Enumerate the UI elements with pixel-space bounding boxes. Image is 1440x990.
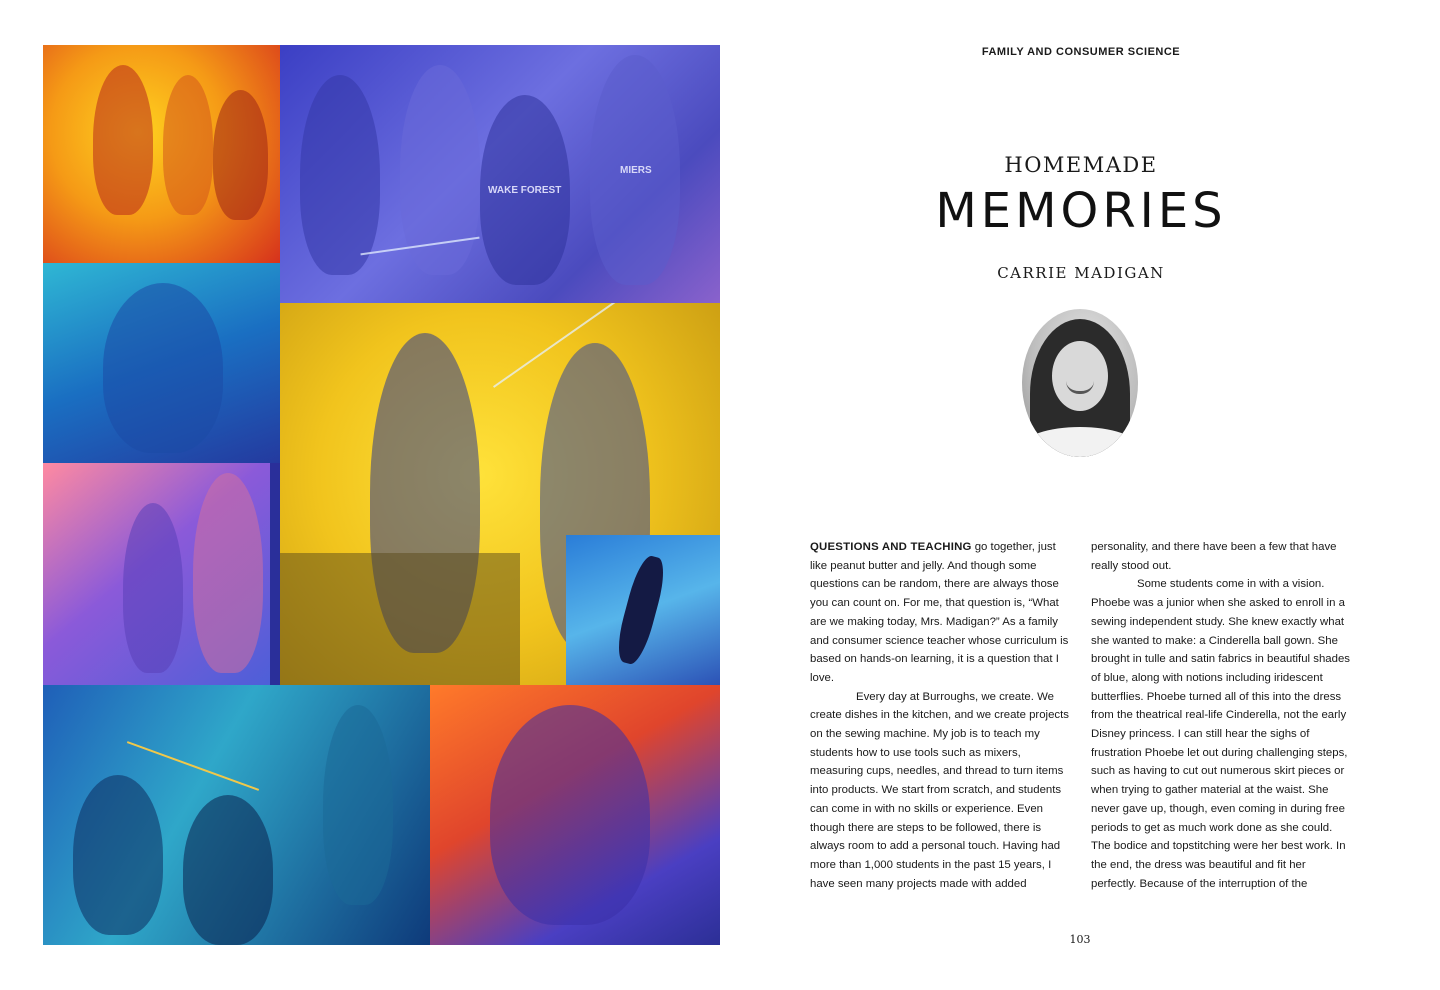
- shirt-text-wake-forest: WAKE FOREST: [488, 185, 562, 196]
- author-portrait: [1022, 309, 1138, 457]
- article-paragraph-3: personality, and there have been a few that have really stood out.: [1091, 541, 1337, 572]
- collage-photo-girl-sewing: [43, 263, 280, 463]
- page-number: 103: [1069, 933, 1091, 946]
- collage-photo-students-cooking: [43, 45, 280, 263]
- photo-collage: [43, 45, 720, 945]
- article-column-2: [1091, 538, 1353, 893]
- article-paragraph-2: Every day at Burroughs, we create. We create dishes in the kitchen, and we create projects on the sewing machine. My job is to teach my students how to use tools such as mixers, measuring cups, needles, and thread to turn items into products. We start from scratch, and students can come in with no skills or experience. Even though there are steps to be followed, there is always room to add a personal touch. Having had more than 1,000 students in the past 15 years, I have seen many projects made with added: [810, 690, 1069, 890]
- article-paragraph-1-text: go together, just like peanut butter and jelly. And though some questions can be random, there are always those you can count on. For me, that question is, “What are we making today, Mrs. Madigan?” As a family and consumer science teacher whose curriculum is based on hands-on learning, it is a question that I love.: [810, 541, 1069, 684]
- article-paragraph-1: [810, 538, 1072, 688]
- byline: CARRIE MADIGAN: [997, 264, 1165, 282]
- collage-photo-sewing-class: [43, 685, 430, 945]
- collage-photo-butterfly-embroidery: [566, 535, 720, 685]
- portrait-face: [1052, 341, 1108, 411]
- headline-kicker: HOMEMADE: [1004, 153, 1158, 177]
- headline: MEMORIES: [935, 183, 1227, 239]
- collage-photo-cutting-fabric: [430, 685, 720, 945]
- article-column-1: [810, 538, 1072, 893]
- shirt-text-miers: MIERS: [620, 165, 652, 176]
- collage-photo-students-kitchen: [43, 463, 270, 685]
- collage-photo-boys-baking: [280, 45, 720, 303]
- article-lead-in: QUESTIONS AND TEACHING: [810, 541, 972, 553]
- section-label: FAMILY AND CONSUMER SCIENCE: [981, 46, 1181, 58]
- article-paragraph-4: Some students come in with a vision. Phoebe was a junior when she asked to enroll in a sewing independent study. She knew exactly what she wanted to make: a Cinderella ball gown. She brought in tulle and satin fabrics in beautiful shades of blue, along with notions including iridescent butterflies. Phoebe turned all of this into the dress from the theatrical real-life Cinderella, not the early Disney princess. I can still hear the sighs of frustration Phoebe let out during challenging steps, such as having to cut out numerous skirt pieces or when trying to gather material at the waist. She never gave up, though, even coming in during free periods to get as much work done as she could. The bodice and topstitching were her best work. In the end, the dress was beautiful and fit her perfectly. Because of the interruption of the: [1091, 578, 1350, 890]
